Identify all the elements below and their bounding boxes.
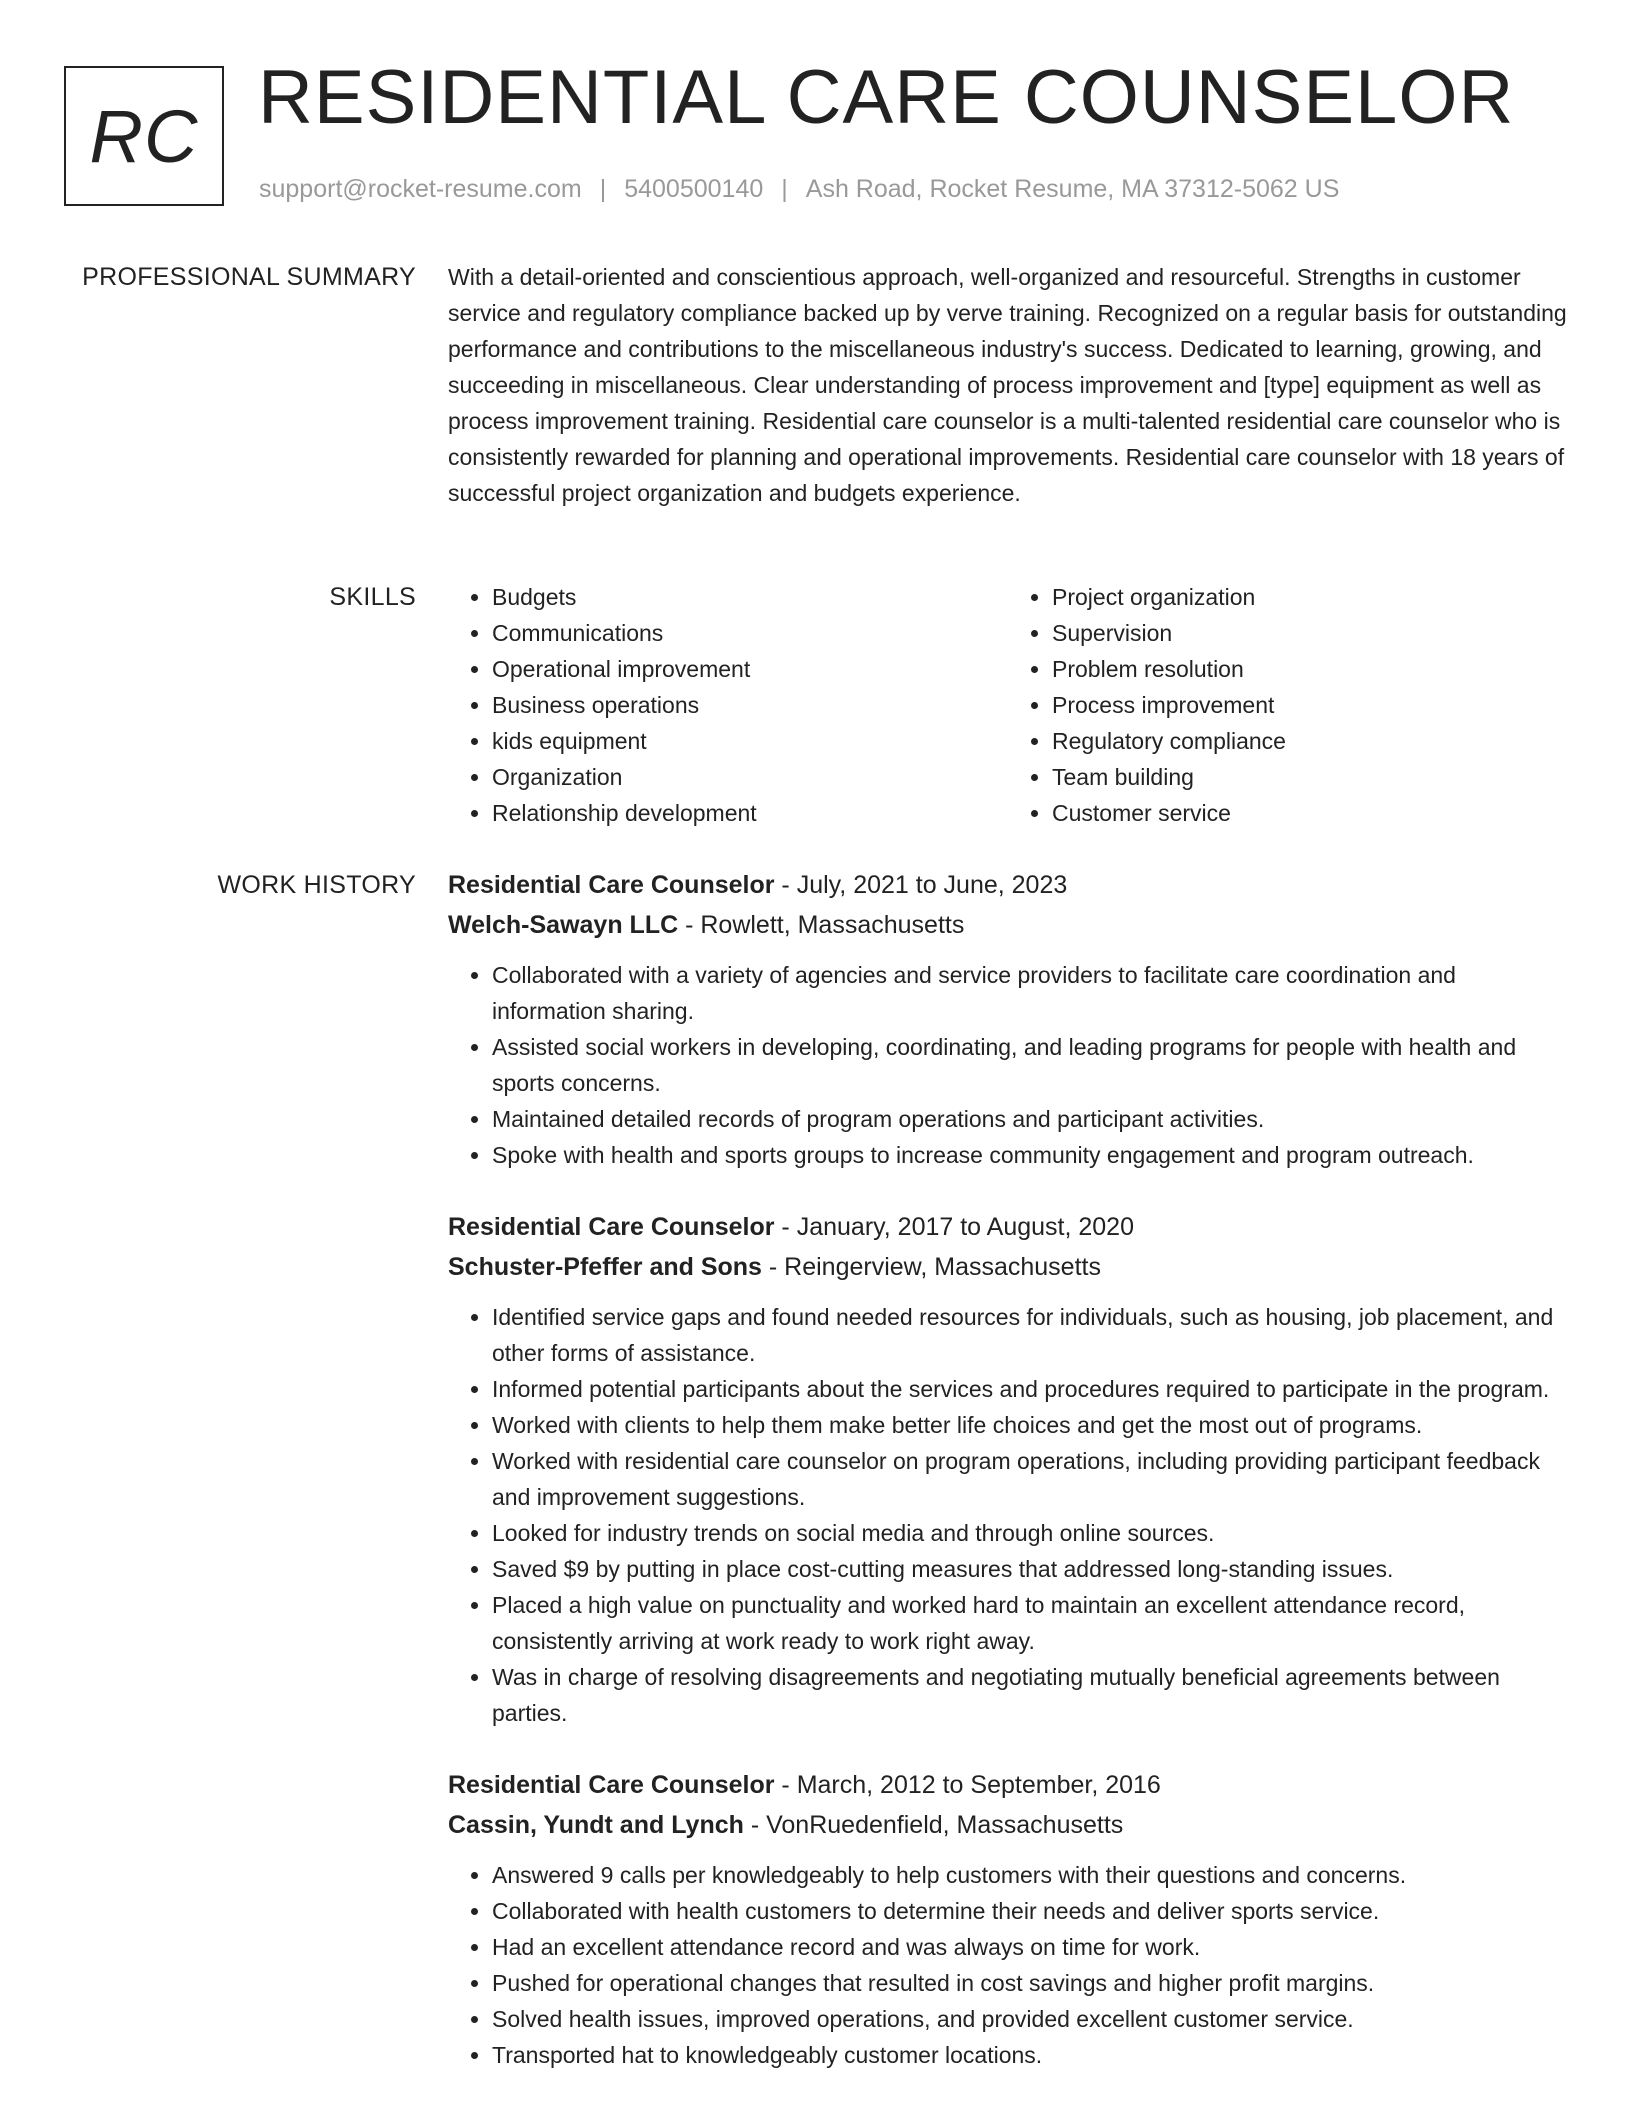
job-company: Schuster-Pfeffer and Sons (448, 1253, 762, 1281)
skill-item: • Problem resolution (1052, 651, 1568, 687)
job-bullet: • Had an excellent attendance record and was always on time for work. (492, 1929, 1568, 1965)
skill-item: • Operational improvement (492, 651, 1008, 687)
job-company: Welch-Sawayn LLC (448, 911, 679, 939)
job-company-line (448, 1247, 1568, 1287)
job-bullets (448, 1299, 1568, 1731)
job-dates: - January, 2017 to August, 2020 (774, 1213, 1134, 1241)
contact-address: Ash Road, Rocket Resume, MA 37312-5062 US (805, 175, 1340, 203)
job-bullet: • Spoke with health and sports groups to increase community engagement and program outreach. (492, 1137, 1568, 1173)
contact-phone[interactable]: 5400500140 (624, 175, 764, 203)
work-history-body (448, 865, 1568, 2107)
job-bullet: • Saved $9 by putting in place cost-cutting measures that addressed long-standing issues. (492, 1551, 1568, 1587)
job-bullet: • Was in charge of resolving disagreements and negotiating mutually beneficial agreements between parties. (492, 1659, 1568, 1731)
job-company-line (448, 1805, 1568, 1845)
skill-item: • Project organization (1052, 579, 1568, 615)
job-entry (448, 1765, 1568, 2073)
job-dates: - July, 2021 to June, 2023 (774, 871, 1068, 899)
job-bullet: • Assisted social workers in developing, coordinating, and leading programs for people with health and sports concerns. (492, 1029, 1568, 1101)
job-bullet: • Informed potential participants about the services and procedures required to participate in the program. (492, 1371, 1568, 1407)
skills-column-right (1008, 579, 1568, 831)
job-title-line (448, 865, 1568, 905)
skill-item: • Team building (1052, 759, 1568, 795)
job-bullet: • Worked with clients to help them make better life choices and get the most out of programs. (492, 1407, 1568, 1443)
skill-item: • Relationship development (492, 795, 1008, 831)
resume-name: RESIDENTIAL CARE COUNSELOR (258, 55, 1515, 140)
skill-item: • Regulatory compliance (1052, 723, 1568, 759)
skill-item: • Customer service (1052, 795, 1568, 831)
skill-item: • kids equipment (492, 723, 1008, 759)
contact-separator: | (599, 175, 607, 203)
job-bullets (448, 1857, 1568, 2073)
job-location: - Rowlett, Massachusetts (678, 911, 965, 939)
job-title-line (448, 1765, 1568, 1805)
skill-item: • Business operations (492, 687, 1008, 723)
skills-body (448, 579, 1568, 831)
job-bullet: • Looked for industry trends on social media and through online sources. (492, 1515, 1568, 1551)
contact-email[interactable]: support@rocket-resume.com (259, 175, 582, 203)
job-bullet: • Solved health issues, improved operations, and provided excellent customer service. (492, 2001, 1568, 2037)
work-history-heading: WORK HISTORY (217, 871, 416, 899)
job-bullets (448, 957, 1568, 1173)
job-company: Cassin, Yundt and Lynch (448, 1811, 744, 1839)
skill-item: • Process improvement (1052, 687, 1568, 723)
job-title: Residential Care Counselor (448, 1213, 775, 1241)
monogram-box (64, 66, 224, 206)
skills-grid (448, 579, 1568, 831)
skills-heading: SKILLS (329, 583, 416, 611)
job-bullet: • Collaborated with health customers to determine their needs and deliver sports service. (492, 1893, 1568, 1929)
summary-heading: PROFESSIONAL SUMMARY (82, 263, 416, 291)
job-entry (448, 865, 1568, 1173)
contact-line (259, 175, 1339, 204)
job-bullet: • Answered 9 calls per knowledgeably to help customers with their questions and concerns. (492, 1857, 1568, 1893)
job-bullet: • Placed a high value on punctuality and worked hard to maintain an excellent attendance record, consistently arriving at work ready to work right away. (492, 1587, 1568, 1659)
skill-item: • Communications (492, 615, 1008, 651)
job-bullet: • Maintained detailed records of program operations and participant activities. (492, 1101, 1568, 1137)
job-location: - Reingerview, Massachusetts (761, 1253, 1101, 1281)
skill-item: • Organization (492, 759, 1008, 795)
job-title-line (448, 1207, 1568, 1247)
job-dates: - March, 2012 to September, 2016 (774, 1771, 1161, 1799)
skill-item: • Supervision (1052, 615, 1568, 651)
job-bullet: • Collaborated with a variety of agencies and service providers to facilitate care coordination and information sharing. (492, 957, 1568, 1029)
summary-body (448, 259, 1568, 511)
job-company-line (448, 905, 1568, 945)
contact-separator: | (781, 175, 788, 203)
job-bullet: • Pushed for operational changes that resulted in cost savings and higher profit margins. (492, 1965, 1568, 2001)
skill-item: • Budgets (492, 579, 1008, 615)
summary-text: With a detail-oriented and conscientious approach, well-organized and resourceful. Strengths in customer service and regulatory compliance backed up by verve training. Recognized on a regular basis for outstanding performance and contributions to the miscellaneous industry's success. Dedicated to learning, growing, and succeeding in miscellaneous. Clear understanding of process improvement and [type] equipment as well as process improvement training. Residential care counselor is a multi-talented residential care counselor who is consistently rewarded for planning and operational improvements. Residential care counselor with 18 years of successful project organization and budgets experience. (448, 264, 1567, 506)
job-bullet: • Identified service gaps and found needed resources for individuals, such as housing, job placement, and other forms of assistance. (492, 1299, 1568, 1371)
job-bullet: • Worked with residential care counselor on program operations, including providing participant feedback and improvement suggestions. (492, 1443, 1568, 1515)
job-title: Residential Care Counselor (448, 1771, 775, 1799)
job-entry (448, 1207, 1568, 1731)
job-title: Residential Care Counselor (448, 871, 775, 899)
job-location: - VonRuedenfield, Massachusetts (743, 1811, 1124, 1839)
monogram-initials: RC (89, 94, 199, 178)
job-bullet: • Transported hat to knowledgeably customer locations. (492, 2037, 1568, 2073)
skills-column-left (448, 579, 1008, 831)
